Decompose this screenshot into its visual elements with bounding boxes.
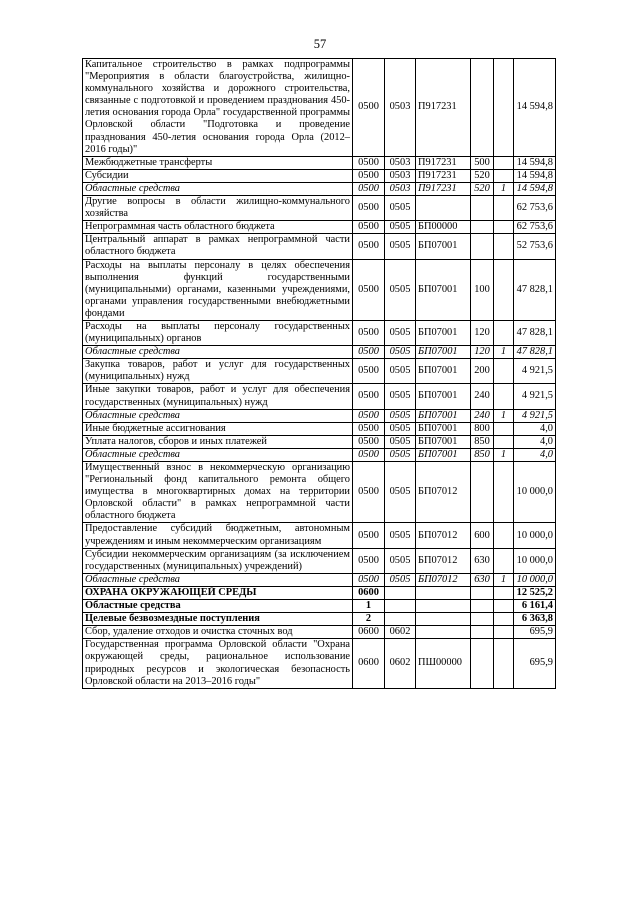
row-target-article: БП07001 — [416, 259, 471, 320]
table-row — [83, 320, 556, 345]
row-amount: 12 525,2 — [514, 586, 556, 599]
table-row — [83, 156, 556, 169]
table-row — [83, 346, 556, 359]
table-row — [83, 523, 556, 548]
row-amount: 6 363,8 — [514, 613, 556, 626]
row-name: Областные средства — [83, 600, 353, 613]
row-subsection-code: 0505 — [385, 462, 416, 523]
row-funding-source — [494, 600, 514, 613]
row-expense-type: 240 — [471, 409, 494, 422]
row-expense-type: 630 — [471, 548, 494, 573]
row-name: Непрограммная часть областного бюджета — [83, 221, 353, 234]
row-section-code: 0600 — [353, 626, 385, 639]
row-amount: 695,9 — [514, 626, 556, 639]
row-subsection-code: 0505 — [385, 359, 416, 384]
row-funding-source — [494, 422, 514, 435]
row-funding-source — [494, 59, 514, 157]
row-section-code: 0500 — [353, 320, 385, 345]
row-amount: 4 921,5 — [514, 359, 556, 384]
row-funding-source — [494, 359, 514, 384]
row-expense-type — [471, 59, 494, 157]
row-funding-source — [494, 586, 514, 599]
row-funding-source: 1 — [494, 573, 514, 586]
row-name: Областные средства — [83, 573, 353, 586]
row-section-code: 1 — [353, 600, 385, 613]
row-name: Субсидии — [83, 169, 353, 182]
row-expense-type: 850 — [471, 435, 494, 448]
row-amount: 4,0 — [514, 435, 556, 448]
row-expense-type: 120 — [471, 320, 494, 345]
table-row — [83, 182, 556, 195]
row-name: Имущественный взнос в некоммерческую организацию "Региональный фонд капитального ремонта общего имущества в многоквартирных домах на территории Орловской области" в рамках непрограммной части областного бюджета — [83, 462, 353, 523]
row-amount: 14 594,8 — [514, 169, 556, 182]
row-section-code: 0500 — [353, 156, 385, 169]
row-funding-source — [494, 462, 514, 523]
row-name: Областные средства — [83, 182, 353, 195]
row-target-article: ПШ00000 — [416, 639, 471, 688]
row-expense-type — [471, 600, 494, 613]
row-expense-type — [471, 221, 494, 234]
row-target-article: БП07012 — [416, 462, 471, 523]
row-expense-type: 120 — [471, 346, 494, 359]
row-section-code: 0500 — [353, 448, 385, 461]
row-section-code: 0500 — [353, 221, 385, 234]
row-amount: 47 828,1 — [514, 346, 556, 359]
row-amount: 14 594,8 — [514, 59, 556, 157]
row-section-code: 2 — [353, 613, 385, 626]
row-expense-type: 500 — [471, 156, 494, 169]
table-row — [83, 626, 556, 639]
budget-table — [82, 58, 556, 689]
row-amount: 62 753,6 — [514, 221, 556, 234]
row-target-article: П917231 — [416, 169, 471, 182]
row-amount: 4,0 — [514, 448, 556, 461]
row-name: Областные средства — [83, 346, 353, 359]
row-subsection-code — [385, 613, 416, 626]
row-expense-type — [471, 626, 494, 639]
row-expense-type: 600 — [471, 523, 494, 548]
row-expense-type: 240 — [471, 384, 494, 409]
row-name: Государственная программа Орловской области "Охрана окружающей среды, рациональное использование природных ресурсов и экологическая безопасность Орловской области на 2013–2016 годы" — [83, 639, 353, 688]
row-subsection-code: 0505 — [385, 548, 416, 573]
row-funding-source: 1 — [494, 346, 514, 359]
row-name: Предоставление субсидий бюджетным, автономным учреждениям и иным некоммерческим организациям — [83, 523, 353, 548]
row-subsection-code: 0602 — [385, 626, 416, 639]
row-target-article: БП07001 — [416, 435, 471, 448]
row-subsection-code: 0505 — [385, 221, 416, 234]
row-subsection-code: 0505 — [385, 573, 416, 586]
row-target-article: БП07001 — [416, 320, 471, 345]
row-expense-type — [471, 639, 494, 688]
row-section-code: 0500 — [353, 548, 385, 573]
table-row — [83, 359, 556, 384]
row-name: Целевые безвозмездные поступления — [83, 613, 353, 626]
row-funding-source: 1 — [494, 409, 514, 422]
row-section-code: 0500 — [353, 346, 385, 359]
row-amount: 52 753,6 — [514, 234, 556, 259]
row-name: Капитальное строительство в рамках подпрограммы "Мероприятия в области благоустройства, жилищно-коммунального хозяйства и дорожного строительства, связанные с подготовкой и проведением празднования 450-летия основания города Орла" государственной программы Орловской области "Подготовка и проведение празднования 450-летия основания города Орла (2012–2016 годы)" — [83, 59, 353, 157]
row-amount: 47 828,1 — [514, 320, 556, 345]
table-row — [83, 573, 556, 586]
row-section-code: 0500 — [353, 523, 385, 548]
row-section-code: 0500 — [353, 384, 385, 409]
row-amount: 10 000,0 — [514, 523, 556, 548]
row-section-code: 0600 — [353, 639, 385, 688]
row-target-article — [416, 600, 471, 613]
row-funding-source: 1 — [494, 448, 514, 461]
row-expense-type — [471, 196, 494, 221]
row-expense-type: 100 — [471, 259, 494, 320]
row-target-article — [416, 626, 471, 639]
row-name: Областные средства — [83, 448, 353, 461]
row-amount: 6 161,4 — [514, 600, 556, 613]
row-target-article — [416, 196, 471, 221]
row-section-code: 0500 — [353, 234, 385, 259]
row-target-article — [416, 586, 471, 599]
row-expense-type — [471, 613, 494, 626]
row-name: ОХРАНА ОКРУЖАЮЩЕЙ СРЕДЫ — [83, 586, 353, 599]
row-subsection-code: 0505 — [385, 523, 416, 548]
table-row — [83, 409, 556, 422]
row-funding-source — [494, 626, 514, 639]
row-name: Субсидии некоммерческим организациям (за исключением государственных (муниципальных) учреждений) — [83, 548, 353, 573]
row-subsection-code — [385, 586, 416, 599]
row-amount: 4 921,5 — [514, 409, 556, 422]
row-funding-source — [494, 384, 514, 409]
row-section-code: 0500 — [353, 422, 385, 435]
row-name: Другие вопросы в области жилищно-коммунального хозяйства — [83, 196, 353, 221]
table-row — [83, 548, 556, 573]
row-funding-source — [494, 169, 514, 182]
row-amount: 14 594,8 — [514, 156, 556, 169]
row-amount: 10 000,0 — [514, 548, 556, 573]
table-row — [83, 196, 556, 221]
row-subsection-code: 0503 — [385, 59, 416, 157]
row-funding-source — [494, 259, 514, 320]
table-row — [83, 234, 556, 259]
row-subsection-code: 0505 — [385, 196, 416, 221]
row-name: Расходы на выплаты персоналу государственных (муниципальных) органов — [83, 320, 353, 345]
row-section-code: 0500 — [353, 196, 385, 221]
row-section-code: 0500 — [353, 462, 385, 523]
row-target-article: БП07001 — [416, 359, 471, 384]
row-name: Иные закупки товаров, работ и услуг для обеспечения государственных (муниципальных) нужд — [83, 384, 353, 409]
row-subsection-code: 0503 — [385, 182, 416, 195]
table-row — [83, 586, 556, 599]
row-target-article: БП07001 — [416, 448, 471, 461]
row-amount: 47 828,1 — [514, 259, 556, 320]
table-row — [83, 639, 556, 688]
row-subsection-code: 0503 — [385, 169, 416, 182]
row-expense-type: 520 — [471, 182, 494, 195]
row-amount: 4 921,5 — [514, 384, 556, 409]
table-row — [83, 422, 556, 435]
row-subsection-code: 0505 — [385, 448, 416, 461]
row-target-article: БП07001 — [416, 346, 471, 359]
row-expense-type — [471, 462, 494, 523]
row-name: Расходы на выплаты персоналу в целях обеспечения выполнения функций государственными (муниципальными) органами, казенными учреждениями, органами управления государственными внебюджетными фондами — [83, 259, 353, 320]
row-expense-type — [471, 234, 494, 259]
row-subsection-code: 0505 — [385, 435, 416, 448]
row-subsection-code: 0602 — [385, 639, 416, 688]
row-funding-source — [494, 196, 514, 221]
row-funding-source — [494, 548, 514, 573]
row-expense-type: 200 — [471, 359, 494, 384]
row-subsection-code: 0505 — [385, 346, 416, 359]
row-name: Сбор, удаление отходов и очистка сточных вод — [83, 626, 353, 639]
row-name: Центральный аппарат в рамках непрограммной части областного бюджета — [83, 234, 353, 259]
row-name: Закупка товаров, работ и услуг для государственных (муниципальных) нужд — [83, 359, 353, 384]
row-subsection-code: 0505 — [385, 234, 416, 259]
row-expense-type: 630 — [471, 573, 494, 586]
row-section-code: 0500 — [353, 259, 385, 320]
row-section-code: 0500 — [353, 573, 385, 586]
row-subsection-code: 0505 — [385, 422, 416, 435]
row-subsection-code — [385, 600, 416, 613]
row-target-article — [416, 613, 471, 626]
row-expense-type: 800 — [471, 422, 494, 435]
row-subsection-code: 0505 — [385, 259, 416, 320]
row-name: Уплата налогов, сборов и иных платежей — [83, 435, 353, 448]
row-section-code: 0600 — [353, 586, 385, 599]
budget-table-body — [83, 59, 556, 689]
row-expense-type: 520 — [471, 169, 494, 182]
table-row — [83, 169, 556, 182]
row-target-article: БП07012 — [416, 523, 471, 548]
row-amount: 10 000,0 — [514, 462, 556, 523]
row-funding-source: 1 — [494, 182, 514, 195]
row-section-code: 0500 — [353, 59, 385, 157]
row-target-article: П917231 — [416, 182, 471, 195]
row-subsection-code: 0505 — [385, 409, 416, 422]
row-target-article: БП07001 — [416, 422, 471, 435]
row-target-article: БП07001 — [416, 409, 471, 422]
row-subsection-code: 0505 — [385, 384, 416, 409]
row-funding-source — [494, 234, 514, 259]
row-section-code: 0500 — [353, 409, 385, 422]
row-section-code: 0500 — [353, 359, 385, 384]
row-expense-type — [471, 586, 494, 599]
row-subsection-code: 0505 — [385, 320, 416, 345]
row-target-article: БП07012 — [416, 573, 471, 586]
row-section-code: 0500 — [353, 169, 385, 182]
table-row — [83, 462, 556, 523]
row-target-article: БП07001 — [416, 384, 471, 409]
row-subsection-code: 0503 — [385, 156, 416, 169]
row-funding-source — [494, 523, 514, 548]
row-funding-source — [494, 221, 514, 234]
row-name: Иные бюджетные ассигнования — [83, 422, 353, 435]
row-name: Областные средства — [83, 409, 353, 422]
row-funding-source — [494, 435, 514, 448]
table-row — [83, 448, 556, 461]
row-target-article: БП07012 — [416, 548, 471, 573]
row-funding-source — [494, 320, 514, 345]
row-funding-source — [494, 156, 514, 169]
row-target-article: БП07001 — [416, 234, 471, 259]
table-row — [83, 613, 556, 626]
row-amount: 62 753,6 — [514, 196, 556, 221]
row-amount: 4,0 — [514, 422, 556, 435]
row-target-article: П917231 — [416, 59, 471, 157]
page-number: 57 — [313, 37, 327, 51]
row-target-article: БП00000 — [416, 221, 471, 234]
row-expense-type: 850 — [471, 448, 494, 461]
row-amount: 14 594,8 — [514, 182, 556, 195]
table-row — [83, 259, 556, 320]
table-row — [83, 221, 556, 234]
table-row — [83, 384, 556, 409]
row-name: Межбюджетные трансферты — [83, 156, 353, 169]
row-section-code: 0500 — [353, 182, 385, 195]
row-funding-source — [494, 613, 514, 626]
row-funding-source — [494, 639, 514, 688]
row-target-article: П917231 — [416, 156, 471, 169]
row-amount: 10 000,0 — [514, 573, 556, 586]
row-section-code: 0500 — [353, 435, 385, 448]
row-amount: 695,9 — [514, 639, 556, 688]
table-row — [83, 435, 556, 448]
table-row — [83, 59, 556, 157]
table-row — [83, 600, 556, 613]
